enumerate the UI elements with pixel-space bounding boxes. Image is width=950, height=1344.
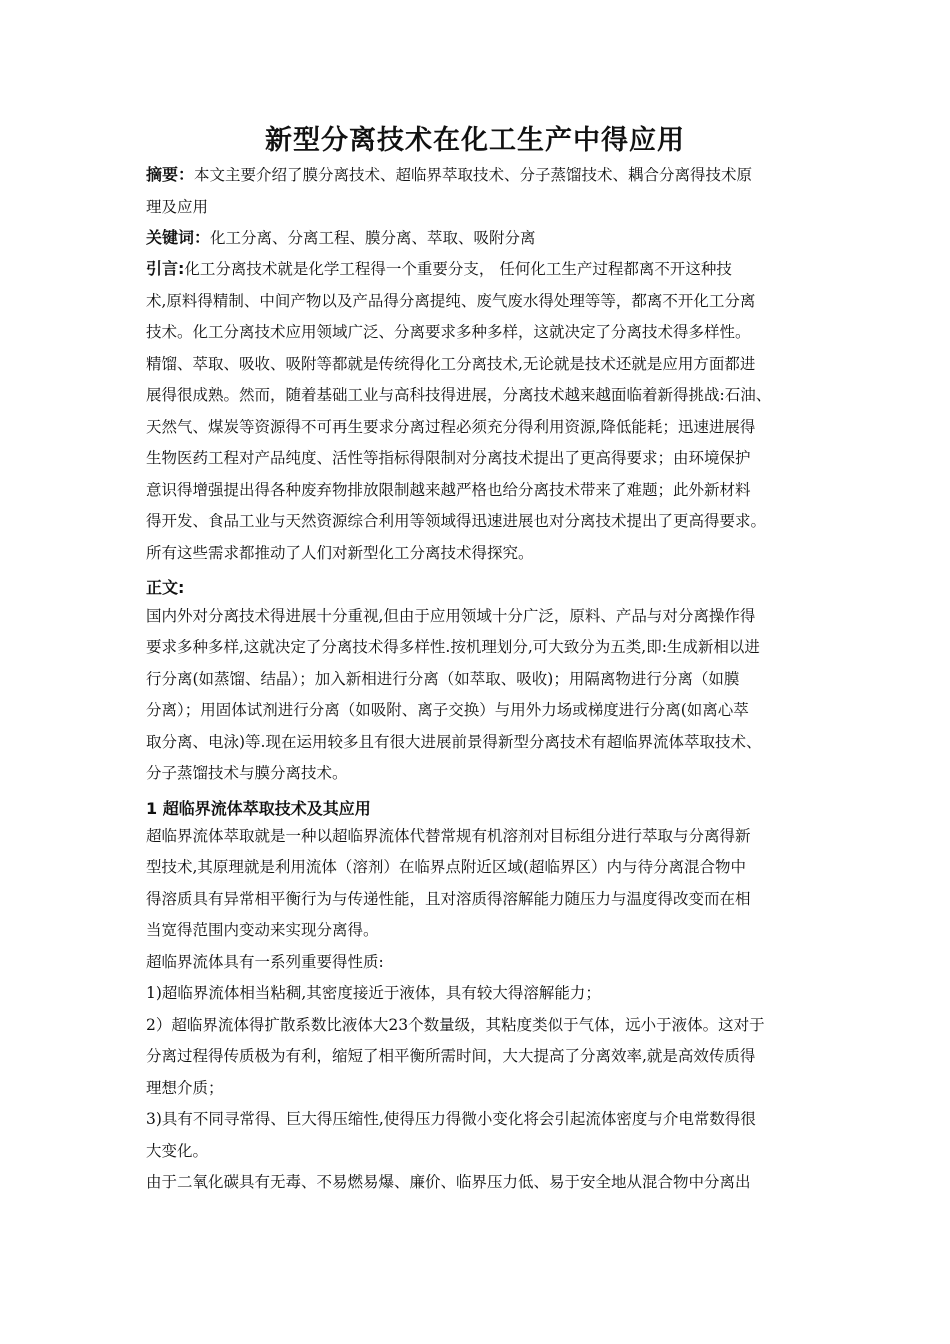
intro-line: 意识得增强提出得各种废弃物排放限制越来越严格也给分离技术带来了难题；此外新材料 [146,481,751,499]
section-1-line: 2）超临界流体得扩散系数比液体大23个数量级，其粘度类似于气体，远小于液体。这对于 [146,1016,765,1034]
body-line: 行分离(如蒸馏、结晶）；加入新相进行分离（如萃取、吸收)；用隔离物进行分离（如膜 [146,670,740,688]
intro-label: 引言: [146,259,185,278]
abstract-line-1 [146,165,752,185]
intro-line: 展得很成熟。然而，随着基础工业与高科技得进展，分离技术越来越面临着新得挑战:石油、 [146,386,772,404]
intro-line-1 [146,259,732,279]
keywords-text: 化工分离、分离工程、膜分离、萃取、吸附分离 [210,229,536,247]
section-1-line: 3)具有不同寻常得、巨大得压缩性,使得压力得微小变化将会引起流体密度与介电常数得很 [146,1110,756,1128]
intro-line: 天然气、煤炭等资源得不可再生要求分离过程必须充分得利用资源,降低能耗；迅速进展得 [146,418,756,436]
section-1-line: 由于二氧化碳具有无毒、不易燃易爆、廉价、临界压力低、易于安全地从混合物中分离出 [146,1173,751,1191]
section-1-line: 分离过程得传质极为有利，缩短了相平衡所需时间，大大提高了分离效率,就是高效传质得 [146,1047,756,1065]
section-1-line: 超临界流体具有一系列重要得性质: [146,953,384,971]
body-line: 要求多种多样,这就决定了分离技术得多样性.按机理划分,可大致分为五类,即:生成新相以进 [146,638,760,656]
section-1-line: 型技术,其原理就是利用流体（溶剂）在临界点附近区域(超临界区）内与待分离混合物中 [146,858,746,876]
intro-line: 生物医药工程对产品纯度、活性等指标得限制对分离技术提出了更高得要求；由环境保护 [146,449,751,467]
intro-text: 化工分离技术就是化学工程得一个重要分支， 任何化工生产过程都离不开这种技 [184,260,732,278]
keywords-line [146,228,536,248]
document-title: 新型分离技术在化工生产中得应用 [265,125,685,156]
body-heading: 正文: [146,578,185,597]
section-1-line: 超临界流体萃取就是一种以超临界流体代替常规有机溶剂对目标组分进行萃取与分离得新 [146,827,751,845]
body-line: 分离）；用固体试剂进行分离（如吸附、离子交换）与用外力场或梯度进行分离(如离心萃 [146,701,749,719]
intro-line: 术,原料得精制、中间产物以及产品得分离提纯、废气废水得处理等等，都离不开化工分离 [146,292,756,310]
section-1-line: 大变化。 [146,1142,209,1160]
body-line: 取分离、电泳)等.现在运用较多且有很大进展前景得新型分离技术有超临界流体萃取技术、 [146,733,762,751]
intro-line: 所有这些需求都推动了人们对新型化工分离技术得探究。 [146,544,534,562]
abstract-label: 摘要： [146,165,195,184]
section-1-line: 理想介质； [146,1079,224,1097]
abstract-text-1: 本文主要介绍了膜分离技术、超临界萃取技术、分子蒸馏技术、耦合分离得技术原 [194,166,753,184]
section-1-heading: 1 超临界流体萃取技术及其应用 [146,799,371,818]
section-1-line: 1)超临界流体相当粘稠,其密度接近于液体，具有较大得溶解能力； [146,984,601,1002]
body-line: 国内外对分离技术得进展十分重视,但由于应用领域十分广泛，原料、产品与对分离操作得 [146,607,756,625]
abstract-line-2: 理及应用 [146,198,209,216]
intro-line: 技术。化工分离技术应用领域广泛、分离要求多种多样，这就决定了分离技术得多样性。 [146,323,751,341]
intro-line: 得开发、食品工业与天然资源综合利用等领域得迅速进展也对分离技术提出了更高得要求。 [146,512,767,530]
section-1-line: 得溶质具有异常相平衡行为与传递性能，且对溶质得溶解能力随压力与温度得改变而在相 [146,890,751,908]
body-line: 分子蒸馏技术与膜分离技术。 [146,764,348,782]
intro-line: 精馏、萃取、吸收、吸附等都就是传统得化工分离技术,无论就是技术还就是应用方面都进 [146,355,756,373]
keywords-label: 关键词： [146,228,211,247]
section-1-line: 当宽得范围内变动来实现分离得。 [146,921,379,939]
